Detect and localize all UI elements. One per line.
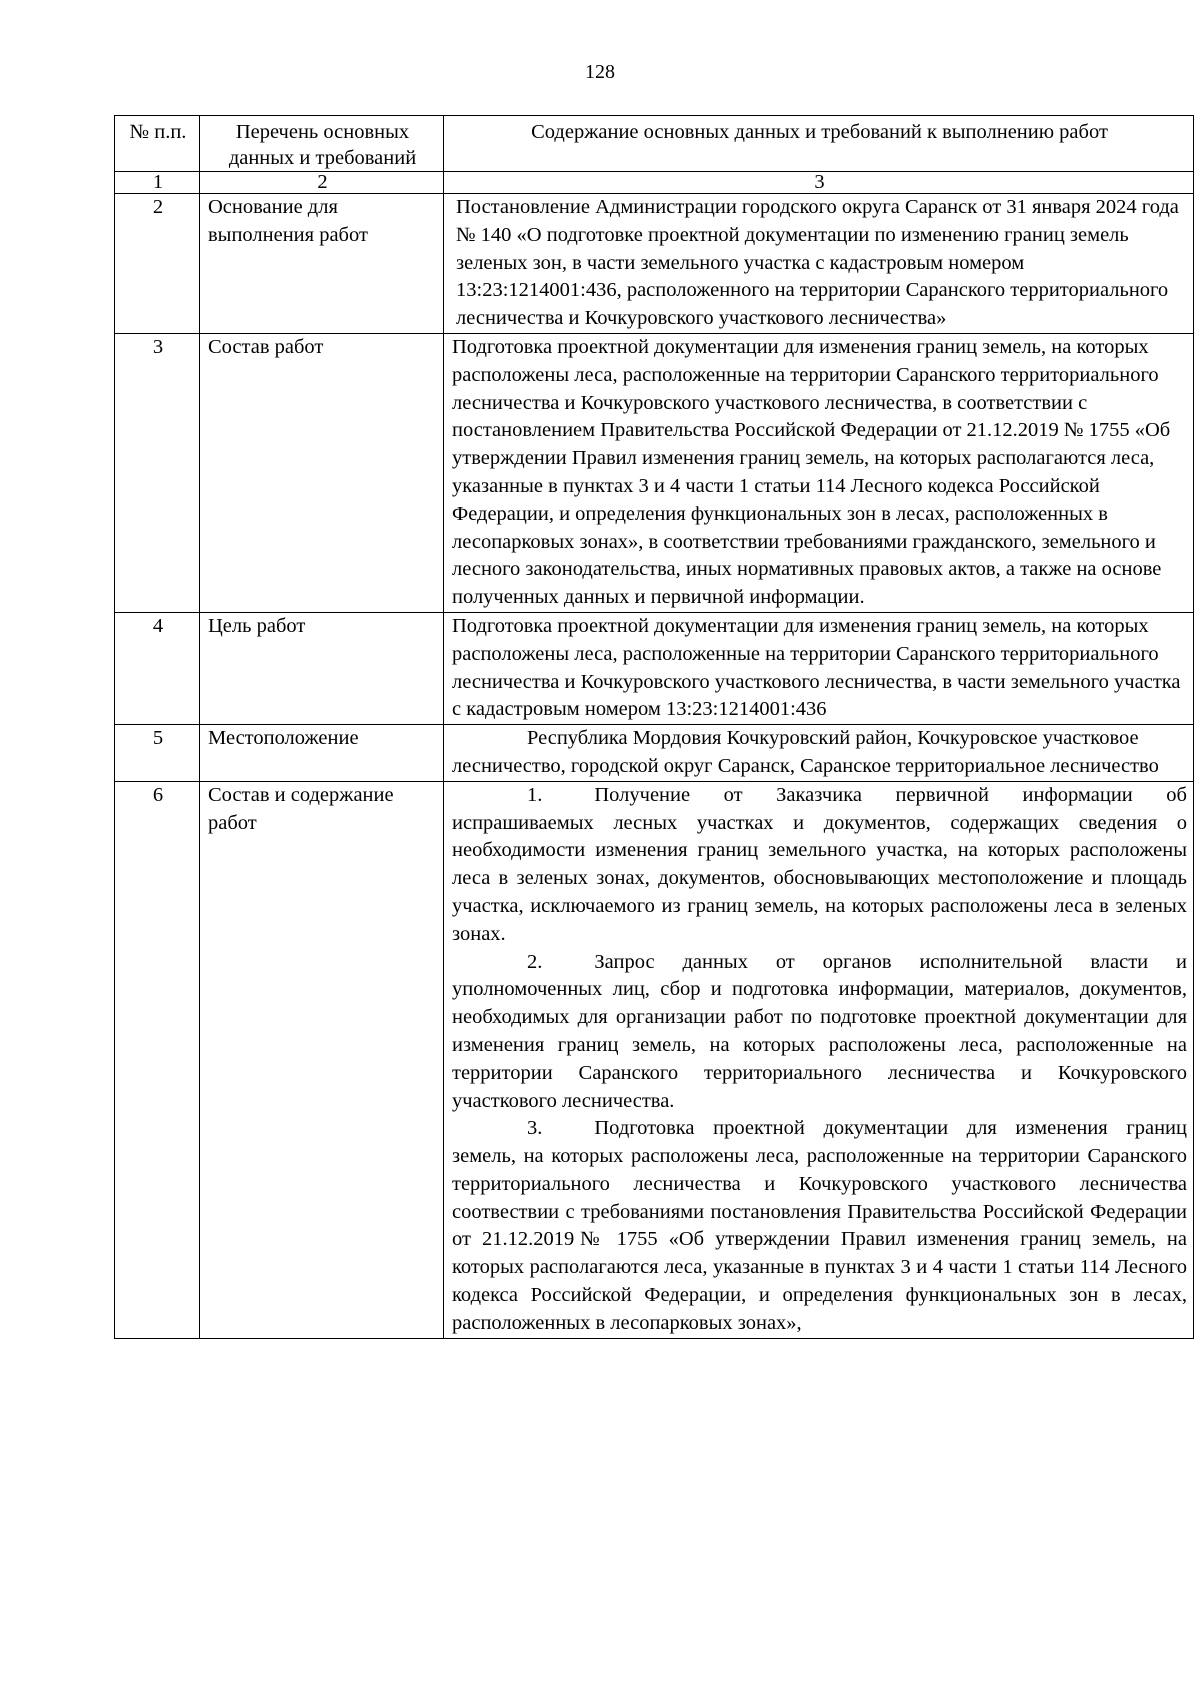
row-content: Подготовка проектной документации для изменения границ земель, на которых расположены леса, расположенные на территории Саранского территориального лесничества и Кочкуровского участкового лесничества, в соответствии с постановлением Правительства Российской Федерации от 21.12.2019 № 1755 «Об утверждении Правил изменения границ земель, на которых располагаются леса, указанные в пунктах 3 и 4 части 1 статьи 114 Лесного кодекса Российской Федерации, и определения функциональных зон в лесах, расположенных в лесопарковых зонах», в соответствии требованиями гражданского, земельного и лесного законодательства, иных нормативных правовых актов, а также на основе полученных данных и первичной информации. [444,333,1194,612]
work-items [444,781,1194,1338]
item-marker: 3. [527,1117,543,1140]
table-row [115,333,1194,612]
row-number: 6 [115,781,200,1338]
header-content: Содержание основных данных и требований к выполнению работ [444,116,1194,172]
item-text: Запрос данных от органов исполнительной власти и уполномоченных лиц, сбор и подготовка информации, материалов, документов, необходимых для организации работ по подготовке проектной документации для изменения границ земель, на которых расположены леса, расположенные на территории Саранского территориального лесничества и Кочкуровского участкового лесничества. [452,950,1187,1112]
row-number: 3 [115,333,200,612]
table-row [115,612,1194,724]
item-marker: 2. [527,950,543,973]
row-content: Постановление Администрации городского округа Саранск от 31 января 2024 года № 140 «О подготовке проектной документации по изменению границ земель зеленых зон, в части земельного участка с кадастровым номером 13:23:1214001:436, расположенного на территории Саранского территориального лесничества и Кочкуровского участкового лесничества» [444,194,1194,334]
row-title: Цель работ [200,612,444,724]
work-item [452,1115,1187,1337]
header-number: № п.п. [115,116,200,172]
index-col1: 1 [115,172,200,194]
row-title: Местоположение [200,725,444,782]
work-item [452,949,1187,1116]
row-number: 4 [115,612,200,724]
index-col3: 3 [444,172,1194,194]
table-row [115,725,1194,782]
table-header-row [115,116,1194,172]
table-row [115,781,1194,1338]
location-text: Республика Мордовия Кочкуровский район, Кочкуровское участковое лесничество, городской округ Саранск, Саранское территориальное лесничество [452,727,1159,777]
table-index-row [115,172,1194,194]
row-title: Состав работ [200,333,444,612]
row-content: Подготовка проектной документации для изменения границ земель, на которых расположены леса, расположенные на территории Саранского территориального лесничества и Кочкуровского участкового лесничества, в части земельного участка с кадастровым номером 13:23:1214001:436 [444,612,1194,724]
table-row [115,194,1194,334]
requirements-table [114,115,1194,1339]
index-col2: 2 [200,172,444,194]
row-title: Состав и содержание работ [200,781,444,1338]
row-number: 2 [115,194,200,334]
location-content [444,725,1194,782]
item-text: Получение от Заказчика первичной информации об испрашиваемых лесных участках и документов, содержащих сведения о необходимости изменения границ земельного участка, на которых расположены леса в зеленых зонах, документов, обосновывающих местоположение и площадь участка, исключаемого из границ земель, на которых расположены леса в зеленых зонах. [452,783,1187,945]
header-list: Перечень основных данных и требований [200,116,444,172]
item-text: Подготовка проектной документации для изменения границ земель, на которых расположены леса, расположенные на территории Саранского территориального лесничества и Кочкуровского участкового лесничества соотвествии с требованиями постановления Правительства Российской Федерации от 21.12.2019№ 1755 «Об утверждении Правил изменения границ земель, на которых располагаются леса, указанные в пунктах 3 и 4 части 1 статьи 114 Лесного кодекса Российской Федерации, и определения функциональных зон в лесах, расположенных в лесопарковых зонах», [452,1117,1187,1334]
work-item [452,782,1187,949]
page-number: 128 [585,61,615,83]
row-title: Основание для выполнения работ [200,194,444,334]
item-marker: 1. [527,783,543,806]
row-number: 5 [115,725,200,782]
